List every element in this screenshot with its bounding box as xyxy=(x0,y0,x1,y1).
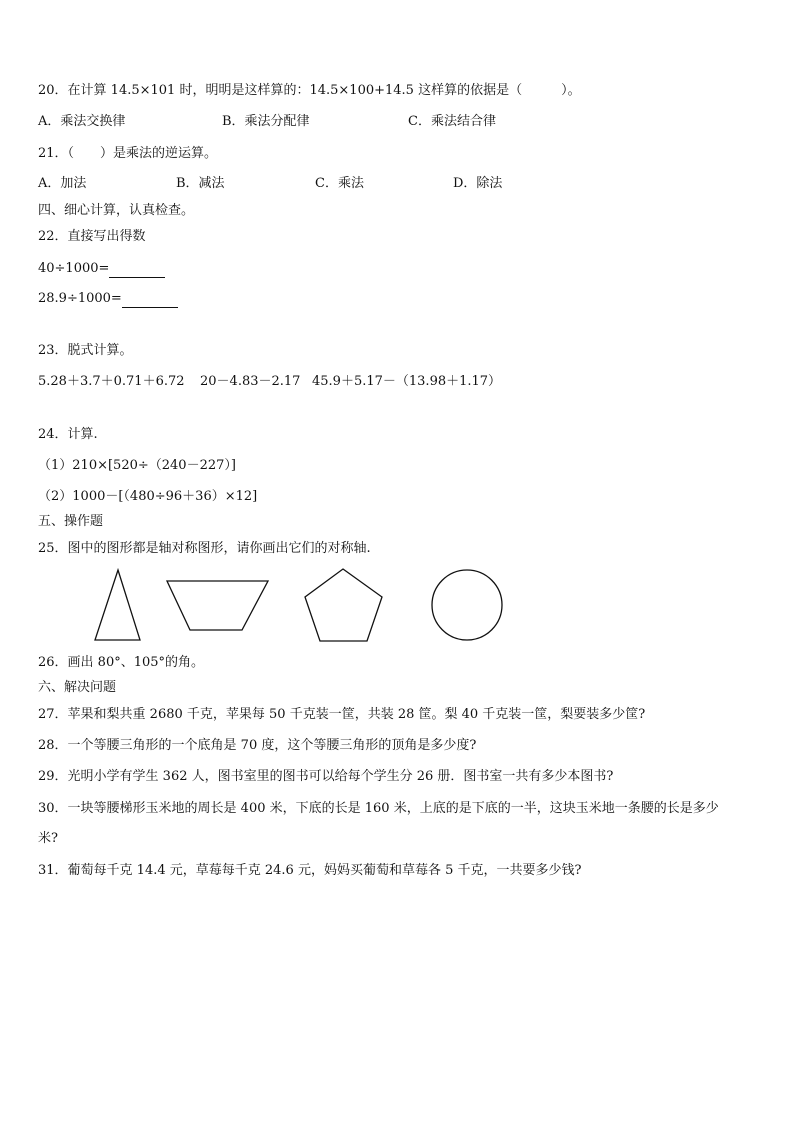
question-26-text: 26．画出 80°、105°的角。 xyxy=(38,655,205,670)
question-24-item-1: （1）210×[520÷（240－227）] xyxy=(38,458,236,473)
question-30-line-1: 30．一块等腰梯形玉米地的周长是 400 米，下底的长是 160 米，上底的是下底的一半，这块玉米地一条腰的长是多少 xyxy=(38,801,719,816)
question-21-option-b: B．减法 xyxy=(176,176,225,191)
section-6-heading: 六、解决问题 xyxy=(38,680,117,695)
question-21-option-d: D．除法 xyxy=(453,176,503,191)
question-20-option-c: C．乘法结合律 xyxy=(408,114,496,129)
section-5-heading: 五、操作题 xyxy=(38,514,104,529)
question-24-text: 24．计算. xyxy=(38,427,98,442)
question-22-item-1-expr: 40÷1000= xyxy=(38,261,110,276)
isosceles-triangle-shape xyxy=(95,570,140,640)
question-23-expr-1: 5.28＋3.7＋0.71＋6.72 xyxy=(38,374,185,389)
circle-shape xyxy=(432,570,502,640)
question-22-item-1 xyxy=(38,260,165,278)
question-25-text: 25．图中的图形都是轴对称图形，请你画出它们的对称轴. xyxy=(38,541,371,556)
question-23-expr-2: 20－4.83－2.17 xyxy=(200,374,301,389)
section-4-heading: 四、细心计算，认真检查。 xyxy=(38,203,195,218)
question-22-text: 22．直接写出得数 xyxy=(38,229,146,244)
question-29-text: 29．光明小学有学生 362 人，图书室里的图书可以给每个学生分 26 册．图书室一共有多少本图书? xyxy=(38,769,614,784)
question-23-text: 23．脱式计算。 xyxy=(38,343,133,358)
question-20-option-b: B．乘法分配律 xyxy=(222,114,310,129)
question-20-option-a: A．乘法交换律 xyxy=(38,114,126,129)
question-27-text: 27．苹果和梨共重 2680 千克，苹果每 50 千克装一筐，共装 28 筐。梨 40 千克装一筐，梨要装多少筐? xyxy=(38,707,646,722)
answer-blank[interactable] xyxy=(122,295,178,308)
question-21-option-c: C．乘法 xyxy=(315,176,364,191)
question-21-option-a: A．加法 xyxy=(38,176,87,191)
question-22-item-2-expr: 28.9÷1000= xyxy=(38,291,122,306)
question-24-item-2: （2）1000－[（480÷96＋36）×12] xyxy=(38,489,258,504)
isosceles-trapezoid-shape xyxy=(167,581,268,630)
regular-pentagon-shape xyxy=(305,569,382,641)
question-21-text: 21．（ ）是乘法的逆运算。 xyxy=(38,146,218,161)
question-30-line-2: 米? xyxy=(38,831,58,846)
question-22-item-2 xyxy=(38,290,178,308)
question-23-expr-3: 45.9＋5.17－（13.98＋1.17） xyxy=(312,374,502,389)
question-28-text: 28．一个等腰三角形的一个底角是 70 度，这个等腰三角形的顶角是多少度? xyxy=(38,738,477,753)
question-20-text: 20．在计算 14.5×101 时，明明是这样算的：14.5×100+14.5 这样算的依据是（ ）。 xyxy=(38,83,581,98)
symmetric-shapes-figure xyxy=(0,560,794,650)
question-31-text: 31．葡萄每千克 14.4 元，草莓每千克 24.6 元，妈妈买葡萄和草莓各 5 千克，一共要多少钱? xyxy=(38,863,582,878)
answer-blank[interactable] xyxy=(109,265,165,278)
